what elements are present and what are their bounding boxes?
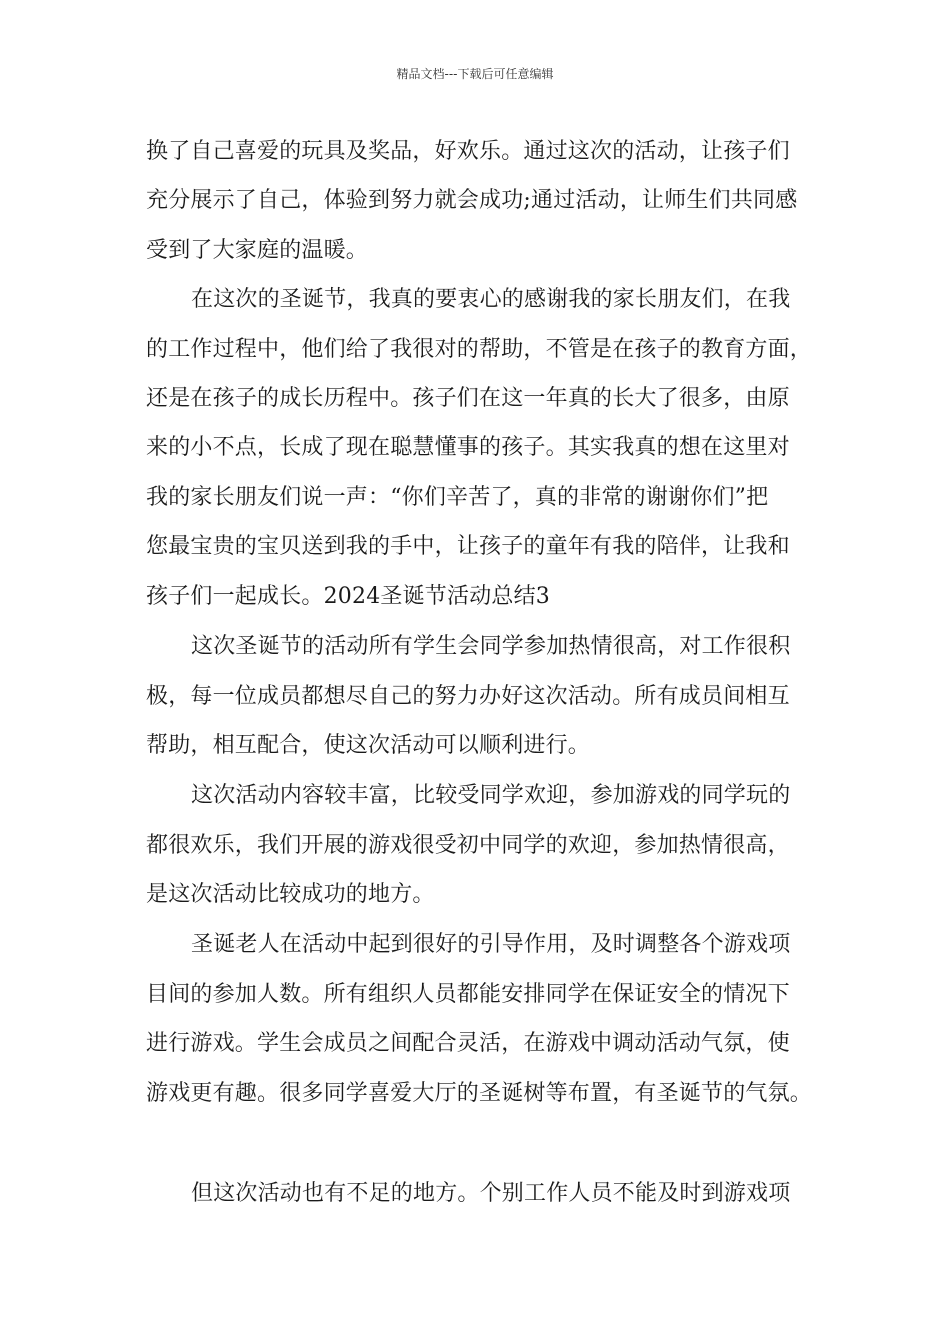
body-text-line: 但这次活动也有不足的地方。个别工作人员不能及时到游戏项 [191,1181,791,1206]
body-text-line: 换了自己喜爱的玩具及奖品，好欢乐。通过这次的活动，让孩子们 [146,139,790,164]
body-text-line: 极，每一位成员都想尽自己的努力办好这次活动。所有成员间相互 [146,684,790,709]
body-text-line: 受到了大家庭的温暖。 [146,238,369,263]
body-text-line: 进行游戏。学生会成员之间配合灵活，在游戏中调动活动气氛，使 [146,1031,790,1056]
body-text-line: 这次活动内容较丰富，比较受同学欢迎，参加游戏的同学玩的 [191,783,791,808]
body-text-line: 我的家长朋友们说一声：“你们辛苦了，真的非常的谢谢你们”把 [146,485,769,510]
body-text-line: 充分展示了自己，体验到努力就会成功;通过活动，让师生们共同感 [146,188,798,213]
body-text-line: 您最宝贵的宝贝送到我的手中，让孩子的童年有我的陪伴，让我和 [146,534,790,559]
page-header: 精品文档---下载后可任意编辑 [396,67,554,81]
body-text-line: 这次圣诞节的活动所有学生会同学参加热情很高，对工作很积 [191,634,791,659]
body-text-line: 来的小不点，长成了现在聪慧懂事的孩子。其实我真的想在这里对 [146,435,790,460]
body-text-line: 的工作过程中，他们给了我很对的帮助，不管是在孩子的教育方面， [146,337,813,362]
body-text-line: 圣诞老人在活动中起到很好的引导作用，及时调整各个游戏项 [191,932,791,957]
body-text-line: 在这次的圣诞节，我真的要衷心的感谢我的家长朋友们，在我 [191,287,791,312]
body-text-line: 游戏更有趣。很多同学喜爱大厅的圣诞树等布置，有圣诞节的气氛。 [146,1081,813,1106]
body-text-line: 孩子们一起成长。2024圣诞节活动总结3 [146,584,550,609]
body-text-line: 还是在孩子的成长历程中。孩子们在这一年真的长大了很多，由原 [146,386,790,411]
body-text-line: 目间的参加人数。所有组织人员都能安排同学在保证安全的情况下 [146,982,790,1007]
body-text-line: 是这次活动比较成功的地方。 [146,882,435,907]
body-text-line: 都很欢乐，我们开展的游戏很受初中同学的欢迎，参加热情很高， [146,833,790,858]
body-text-line: 帮助，相互配合，使这次活动可以顺利进行。 [146,733,591,758]
